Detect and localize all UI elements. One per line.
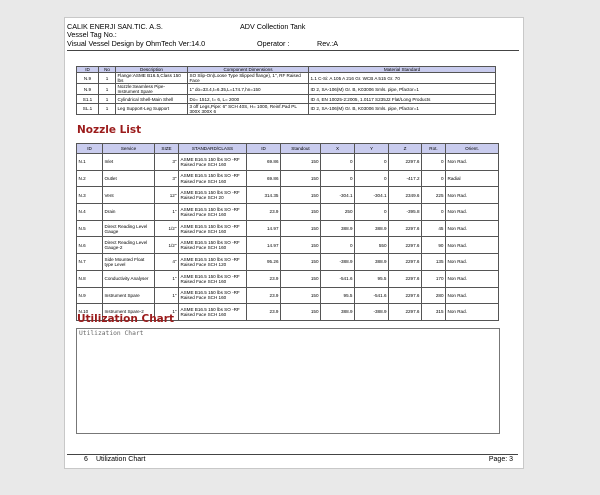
cell-standout: 150 (281, 254, 321, 271)
cell-inner-diameter: 314.35 (247, 187, 281, 204)
cell-x: 250 (321, 204, 355, 221)
material-table (76, 66, 496, 115)
cell-inner-diameter: 14.97 (247, 237, 281, 254)
utilization-chart-placeholder: Utilization Chart (79, 330, 144, 337)
footer-page-number: Page: 3 (488, 456, 513, 463)
cell-standout: 150 (281, 287, 321, 304)
cell-size: 4" (155, 254, 179, 271)
design-software-label: Visual Vessel Design by OhmTech Ver:14.0 (67, 38, 206, 48)
cell-description: Leg Support-Leg Support (116, 103, 188, 114)
cell-material: ID 4, EN 10025-2:2005, 1.0117 S235J2 Flat/Long Products (309, 95, 496, 103)
cell-z: 2297.6 (389, 237, 422, 254)
column-header: Orient. (446, 144, 499, 154)
cell-rot: 0 (422, 154, 446, 171)
cell-id: N.3 (77, 187, 103, 204)
cell-y: -388.9 (355, 304, 389, 321)
table-row (77, 204, 499, 221)
cell-orient: Radial (446, 170, 499, 187)
cell-material: ID 2, SA-106(M) Gr. B, K03006 Smls. pipe, Pfactor=1 (309, 103, 496, 114)
cell-size: 3" (155, 154, 179, 171)
cell-z: -417.2 (389, 170, 422, 187)
table-row (77, 187, 499, 204)
cell-y: -541.6 (355, 287, 389, 304)
cell-standout: 150 (281, 270, 321, 287)
cell-id: S1.1 (77, 95, 99, 103)
table-row (77, 220, 499, 237)
cell-rot: 90 (422, 237, 446, 254)
cell-x: 388.9 (321, 304, 355, 321)
cell-service: Side Mounted Float type Level (103, 254, 155, 271)
nozzle-table (76, 143, 499, 321)
footer-section-name: Utilization Chart (96, 456, 146, 463)
cell-rot: 170 (422, 270, 446, 287)
cell-z: 2297.6 (389, 304, 422, 321)
cell-z: 2349.6 (389, 187, 422, 204)
cell-x: 388.9 (321, 220, 355, 237)
cell-size: 1" (155, 304, 179, 321)
cell-id: N.7 (77, 254, 103, 271)
cell-y: 388.9 (355, 254, 389, 271)
cell-orient: Non Rad. (446, 204, 499, 221)
nozzle-list-title: Nozzle List (77, 124, 142, 136)
column-header: Y (355, 144, 389, 154)
column-header: Description (116, 67, 188, 73)
cell-z: -395.8 (389, 204, 422, 221)
cell-no: 1 (99, 103, 116, 114)
utilization-chart-box (76, 328, 500, 434)
cell-id: N.9 (77, 84, 99, 95)
cell-description: Flange:ASME B16.5,Class 150 lbs (116, 73, 188, 84)
cell-service: Direct Reading Level Gauge-2 (103, 237, 155, 254)
cell-standard: ASME B16.5 150 lbs SO -RF Raised Face SCH 160 (179, 154, 247, 171)
page-footer (67, 454, 518, 465)
cell-rot: 225 (422, 187, 446, 204)
cell-inner-diameter: 95.26 (247, 254, 281, 271)
cell-no: 1 (99, 95, 116, 103)
cell-service: Inlet (103, 154, 155, 171)
cell-standard: ASME B16.5 150 lbs SO -RF Raised Face SCH 160 (179, 170, 247, 187)
cell-orient: Non Rad. (446, 287, 499, 304)
cell-id: N.9 (77, 73, 99, 84)
cell-x: -304.1 (321, 187, 355, 204)
cell-standard: ASME B16.5 150 lbs SO -RF Raised Face SCH 160 (179, 304, 247, 321)
cell-y: 0 (355, 154, 389, 171)
cell-dimensions: Do= 1512, t= 6, L= 2000 (188, 95, 309, 103)
cell-id: N.8 (77, 270, 103, 287)
cell-standard: ASME B16.5 150 lbs SO -RF Raised Face SCH 160 (179, 287, 247, 304)
cell-size: 1" (155, 287, 179, 304)
cell-standard: ASME B16.5 150 lbs SO -RF Raised Face SCH 160 (179, 270, 247, 287)
column-header: STANDARD/CLASS (179, 144, 247, 154)
cell-service: Drain (103, 204, 155, 221)
cell-service: Instrument Spare (103, 287, 155, 304)
cell-y: 550 (355, 237, 389, 254)
table-row (77, 287, 499, 304)
cell-rot: 0 (422, 170, 446, 187)
cell-inner-diameter: 69.86 (247, 154, 281, 171)
table-row (77, 254, 499, 271)
column-header: No (99, 67, 116, 73)
header-divider (67, 50, 519, 51)
cell-orient: Non Rad. (446, 254, 499, 271)
cell-description: Nozzle:Seamless Pipe-Instrument Spare (116, 84, 188, 95)
cell-x: -541.6 (321, 270, 355, 287)
cell-standout: 150 (281, 154, 321, 171)
table-row (77, 73, 496, 84)
document-header (67, 23, 519, 48)
cell-dimensions: SO Slip-On(Loose Type Slipped flange), 1", RF Raised Face (188, 73, 309, 84)
cell-inner-diameter: 23.9 (247, 287, 281, 304)
cell-id: N.9 (77, 287, 103, 304)
column-header: Material Standard (309, 67, 496, 73)
table-row (77, 270, 499, 287)
cell-inner-diameter: 23.9 (247, 204, 281, 221)
cell-id: N.5 (77, 220, 103, 237)
cell-no: 1 (99, 73, 116, 84)
cell-rot: 280 (422, 287, 446, 304)
cell-id: N.6 (77, 237, 103, 254)
column-header: Service (103, 144, 155, 154)
cell-id: N.10 (77, 304, 103, 321)
cell-y: -304.1 (355, 187, 389, 204)
cell-z: 2297.6 (389, 270, 422, 287)
cell-size: 3" (155, 170, 179, 187)
column-header: SIZE (155, 144, 179, 154)
table-row (77, 103, 496, 114)
cell-standard: ASME B16.5 150 lbs SO -RF Raised Face SCH 160 (179, 237, 247, 254)
cell-z: 2297.6 (389, 220, 422, 237)
cell-orient: Non Rad. (446, 304, 499, 321)
cell-z: 2297.6 (389, 287, 422, 304)
footer-section-number: 6 (84, 456, 88, 463)
cell-inner-diameter: 23.9 (247, 304, 281, 321)
revision-label: Rev.:A (317, 38, 339, 48)
cell-size: 1/2" (155, 237, 179, 254)
cell-standout: 150 (281, 170, 321, 187)
column-header: X (321, 144, 355, 154)
cell-y: 95.5 (355, 270, 389, 287)
cell-standout: 150 (281, 204, 321, 221)
cell-z: 2297.6 (389, 154, 422, 171)
cell-id: N.2 (77, 170, 103, 187)
table-row (77, 237, 499, 254)
project-name: ADV Collection Tank (240, 22, 306, 31)
table-row (77, 84, 496, 95)
cell-rot: 0 (422, 204, 446, 221)
column-header: ID (247, 144, 281, 154)
cell-rot: 135 (422, 254, 446, 271)
cell-x: 0 (321, 170, 355, 187)
cell-id: N.1 (77, 154, 103, 171)
column-header: Component Dimensions (188, 67, 309, 73)
cell-material: ID 2, SA-106(M) Gr. B, K03006 Smls. pipe, Pfactor=1 (309, 84, 496, 95)
cell-inner-diameter: 69.86 (247, 170, 281, 187)
cell-y: 0 (355, 204, 389, 221)
column-header: ID (77, 144, 103, 154)
column-header: Standout (281, 144, 321, 154)
cell-id: SL.1 (77, 103, 99, 114)
cell-standout: 150 (281, 304, 321, 321)
cell-service: Vent (103, 187, 155, 204)
cell-orient: Non Rad. (446, 187, 499, 204)
company-name: CALIK ENERJI SAN.TIC. A.S. (67, 22, 163, 31)
cell-material: 1.1 C-Si: A 105 A 216 Gr. WCB A 515 Gr. 70 (309, 73, 496, 84)
cell-standard: ASME B16.5 150 lbs SO -RF Raised Face SCH 20 (179, 187, 247, 204)
cell-y: 0 (355, 170, 389, 187)
cell-rot: 315 (422, 304, 446, 321)
column-header: ID (77, 67, 99, 73)
operator-label: Operator : (257, 38, 290, 48)
cell-size: 12" (155, 187, 179, 204)
table-row (77, 170, 499, 187)
cell-service: Outlet (103, 170, 155, 187)
cell-x: 0 (321, 154, 355, 171)
utilization-chart-title: Utilization Chart (77, 313, 174, 325)
cell-orient: Non Rad. (446, 237, 499, 254)
cell-size: 1" (155, 270, 179, 287)
cell-x: 0 (321, 237, 355, 254)
cell-standout: 150 (281, 187, 321, 204)
column-header: Z (389, 144, 422, 154)
cell-dimensions: 3 off Legs,Pipe: 6" SCH 40S, H= 1000, Reinf.Pad PL 300X 300X 6 (188, 103, 309, 114)
cell-z: 2297.6 (389, 254, 422, 271)
cell-standout: 150 (281, 220, 321, 237)
cell-x: -388.9 (321, 254, 355, 271)
cell-size: 1" (155, 204, 179, 221)
cell-rot: 45 (422, 220, 446, 237)
cell-standard: ASME B16.5 150 lbs SO -RF Raised Face SCH 120 (179, 254, 247, 271)
cell-dimensions: 1" do=33.4,t=6.35,L=174.7,hn=150 (188, 84, 309, 95)
cell-y: 388.9 (355, 220, 389, 237)
cell-description: Cylindrical Shell-Main Shell (116, 95, 188, 103)
cell-orient: Non Rad. (446, 220, 499, 237)
cell-id: N.4 (77, 204, 103, 221)
cell-standard: ASME B16.5 150 lbs SO -RF Raised Face SCH 160 (179, 204, 247, 221)
cell-orient: Non Rad. (446, 270, 499, 287)
cell-x: 95.5 (321, 287, 355, 304)
cell-service: Direct Reading Level Gauge (103, 220, 155, 237)
table-row (77, 95, 496, 103)
cell-inner-diameter: 14.97 (247, 220, 281, 237)
cell-standard: ASME B16.5 150 lbs SO -RF Raised Face SCH 160 (179, 220, 247, 237)
cell-orient: Non Rad. (446, 154, 499, 171)
cell-service: Instrument Spare-2 (103, 304, 155, 321)
nozzle-table-header (77, 144, 499, 154)
cell-no: 1 (99, 84, 116, 95)
cell-size: 1/2" (155, 220, 179, 237)
vessel-tag-label: Vessel Tag No.: (67, 30, 117, 40)
column-header: Rot. (422, 144, 446, 154)
cell-service: Conductivity Analyser (103, 270, 155, 287)
cell-inner-diameter: 23.9 (247, 270, 281, 287)
cell-standout: 150 (281, 237, 321, 254)
table-row (77, 154, 499, 171)
